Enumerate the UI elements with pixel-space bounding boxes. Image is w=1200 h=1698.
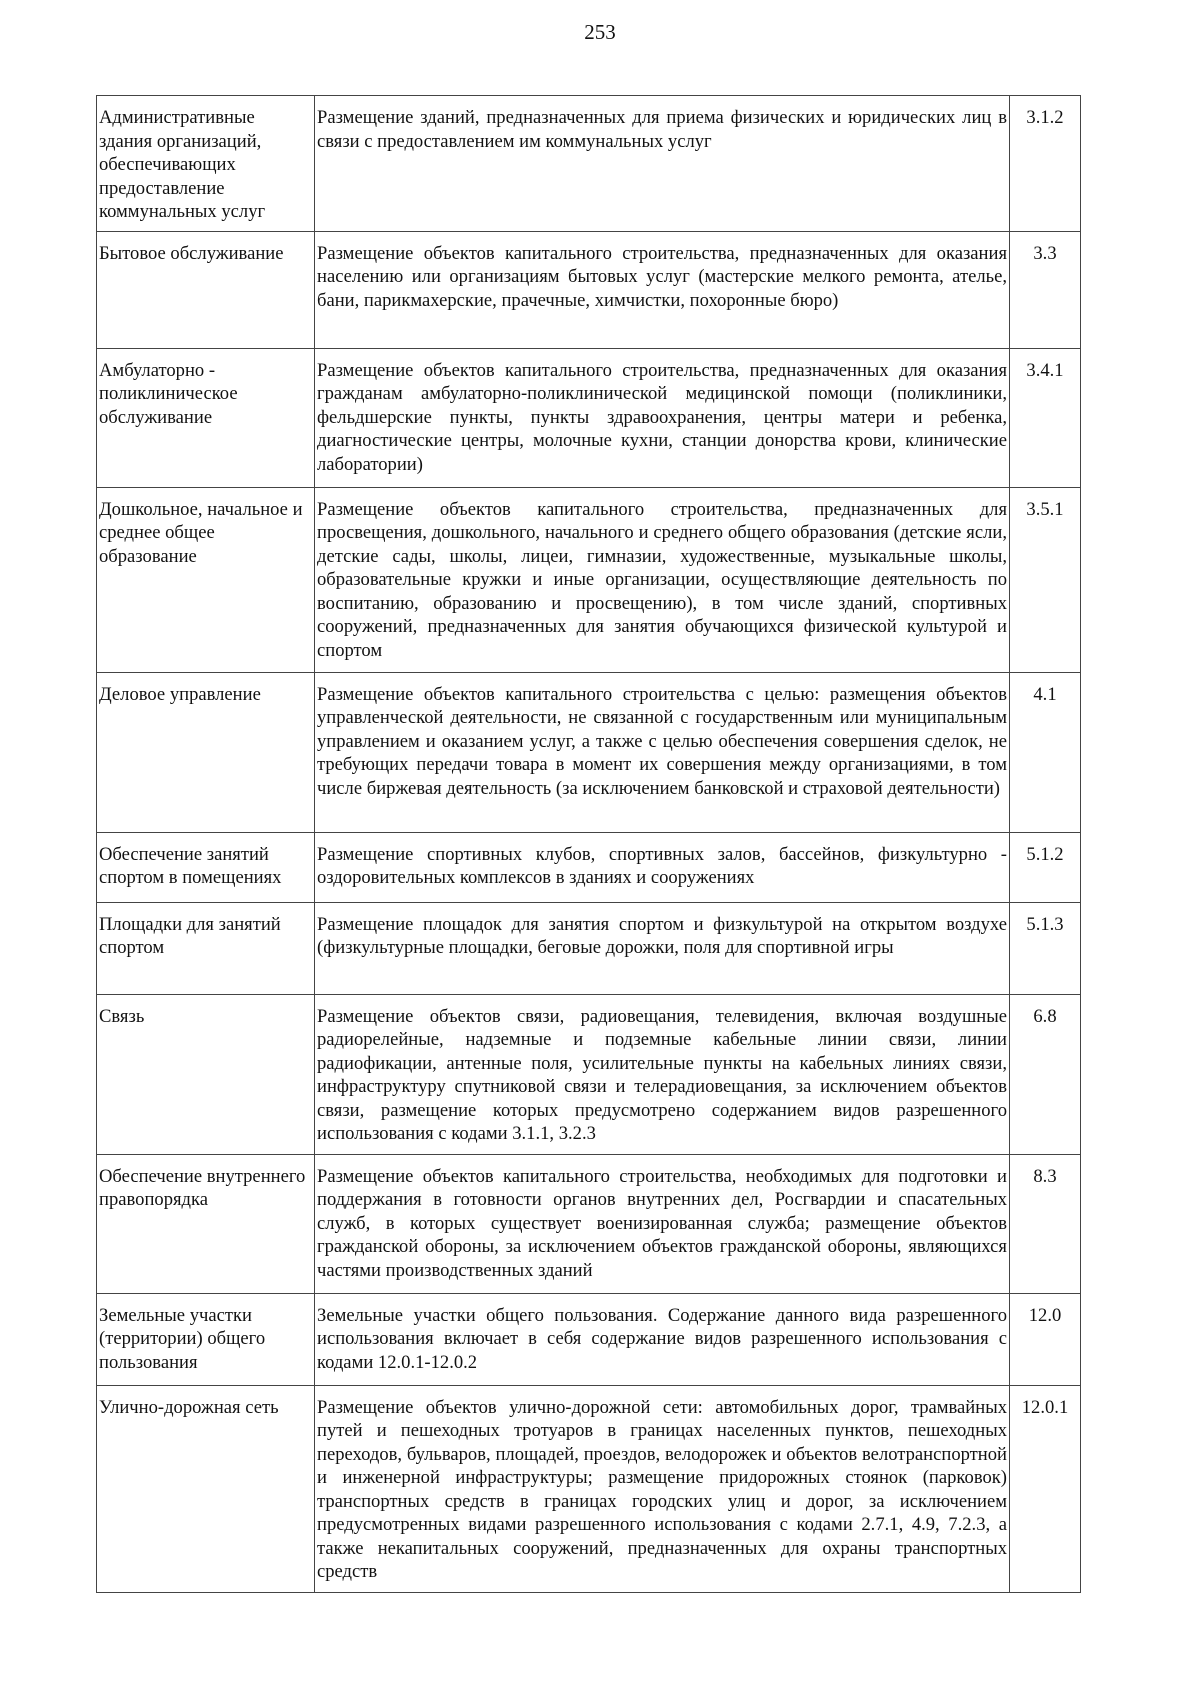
use-type-code: 3.4.1 xyxy=(1010,348,1081,487)
use-type-description: Размещение объектов улично-дорожной сети: автомобильных дорог, трамвайных путей и пешеходных тротуаров в границах населенных пунктов, пешеходных переходов, бульваров, площадей, проездов, велодорожек и объектов велотранспортной и инженерной инфраструктуры; размещение придорожных стоянок (парковок) транспортных средств в границах городских улиц и дорог, за исключением предусмотренных видами разрешенного использования с кодами 2.7.1, 4.9, 7.2.3, а также некапитальных сооружений, предназначенных для охраны транспортных средств xyxy=(315,1385,1010,1592)
table-row xyxy=(97,1385,1081,1592)
use-type-description: Размещение объектов связи, радиовещания, телевидения, включая воздушные радиорелейные, надземные и подземные кабельные линии связи, линии радиофикации, антенные поля, усилительные пункты на кабельных линиях связи, инфраструктуру спутниковой связи и телерадиовещания, за исключением объектов связи, размещение которых предусмотрено содержанием видов разрешенного использования с кодами 3.1.1, 3.2.3 xyxy=(315,994,1010,1154)
table-row xyxy=(97,1154,1081,1293)
table-row xyxy=(97,96,1081,232)
use-type-description: Размещение объектов капитального строительства, предназначенных для оказания населению или организациям бытовых услуг (мастерские мелкого ремонта, ателье, бани, парикмахерские, прачечные, химчистки, похоронные бюро) xyxy=(315,231,1010,348)
use-type-name: Обеспечение внутреннего правопорядка xyxy=(97,1154,315,1293)
use-type-code: 3.5.1 xyxy=(1010,487,1081,672)
use-type-name: Деловое управление xyxy=(97,672,315,832)
table-row xyxy=(97,672,1081,832)
use-type-name: Земельные участки (территории) общего пользования xyxy=(97,1293,315,1385)
page-number: 253 xyxy=(584,20,616,44)
use-type-description: Размещение спортивных клубов, спортивных залов, бассейнов, физкультурно - оздоровительных комплексов в зданиях и сооружениях xyxy=(315,832,1010,902)
use-type-description: Размещение объектов капитального строительства, предназначенных для просвещения, дошкольного, начального и среднего общего образования (детские ясли, детские сады, школы, лицеи, гимназии, художественные, музыкальные школы, образовательные кружки и иные организации, осуществляющие деятельность по воспитанию, образованию и просвещению), в том числе зданий, спортивных сооружений, предназначенных для занятия обучающихся физической культурой и спортом xyxy=(315,487,1010,672)
use-type-name: Административные здания организаций, обеспечивающих предоставление коммунальных услуг xyxy=(97,96,315,232)
use-type-name: Бытовое обслуживание xyxy=(97,231,315,348)
use-type-name: Обеспечение занятий спортом в помещениях xyxy=(97,832,315,902)
table-row xyxy=(97,231,1081,348)
use-type-description: Размещение зданий, предназначенных для приема физических и юридических лиц в связи с предоставлением им коммунальных услуг xyxy=(315,96,1010,232)
use-type-description: Размещение объектов капитального строительства с целью: размещения объектов управленческой деятельности, не связанной с государственным или муниципальным управлением и оказанием услуг, а также с целью обеспечения совершения сделок, не требующих передачи товара в момент их совершения между организациями, в том числе биржевая деятельность (за исключением банковской и страховой деятельности) xyxy=(315,672,1010,832)
use-type-code: 5.1.3 xyxy=(1010,902,1081,994)
use-type-code: 6.8 xyxy=(1010,994,1081,1154)
table-row xyxy=(97,348,1081,487)
use-type-description: Размещение площадок для занятия спортом и физкультурой на открытом воздухе (физкультурные площадки, беговые дорожки, поля для спортивной игры xyxy=(315,902,1010,994)
use-type-name: Связь xyxy=(97,994,315,1154)
use-type-description: Размещение объектов капитального строительства, предназначенных для оказания гражданам амбулаторно-поликлинической медицинской помощи (поликлиники, фельдшерские пункты, пункты здравоохранения, центры матери и ребенка, диагностические центры, молочные кухни, станции донорства крови, клинические лаборатории) xyxy=(315,348,1010,487)
use-type-code: 3.1.2 xyxy=(1010,96,1081,232)
use-type-code: 12.0.1 xyxy=(1010,1385,1081,1592)
land-use-table xyxy=(96,95,1081,1593)
use-type-name: Площадки для занятий спортом xyxy=(97,902,315,994)
use-type-code: 4.1 xyxy=(1010,672,1081,832)
use-type-description: Земельные участки общего пользования. Содержание данного вида разрешенного использования включает в себя содержание видов разрешенного использования с кодами 12.0.1-12.0.2 xyxy=(315,1293,1010,1385)
use-type-name: Дошкольное, начальное и среднее общее образование xyxy=(97,487,315,672)
use-type-code: 3.3 xyxy=(1010,231,1081,348)
table-row xyxy=(97,1293,1081,1385)
table-row xyxy=(97,994,1081,1154)
use-type-description: Размещение объектов капитального строительства, необходимых для подготовки и поддержания в готовности органов внутренних дел, Росгвардии и спасательных служб, в которых существует военизированная служба; размещение объектов гражданской обороны, за исключением объектов гражданской обороны, являющихся частями производственных зданий xyxy=(315,1154,1010,1293)
table-row xyxy=(97,832,1081,902)
table-row xyxy=(97,487,1081,672)
use-type-name: Улично-дорожная сеть xyxy=(97,1385,315,1592)
use-type-code: 8.3 xyxy=(1010,1154,1081,1293)
use-type-name: Амбулаторно - поликлиническое обслуживание xyxy=(97,348,315,487)
use-type-code: 5.1.2 xyxy=(1010,832,1081,902)
table-row xyxy=(97,902,1081,994)
use-type-code: 12.0 xyxy=(1010,1293,1081,1385)
